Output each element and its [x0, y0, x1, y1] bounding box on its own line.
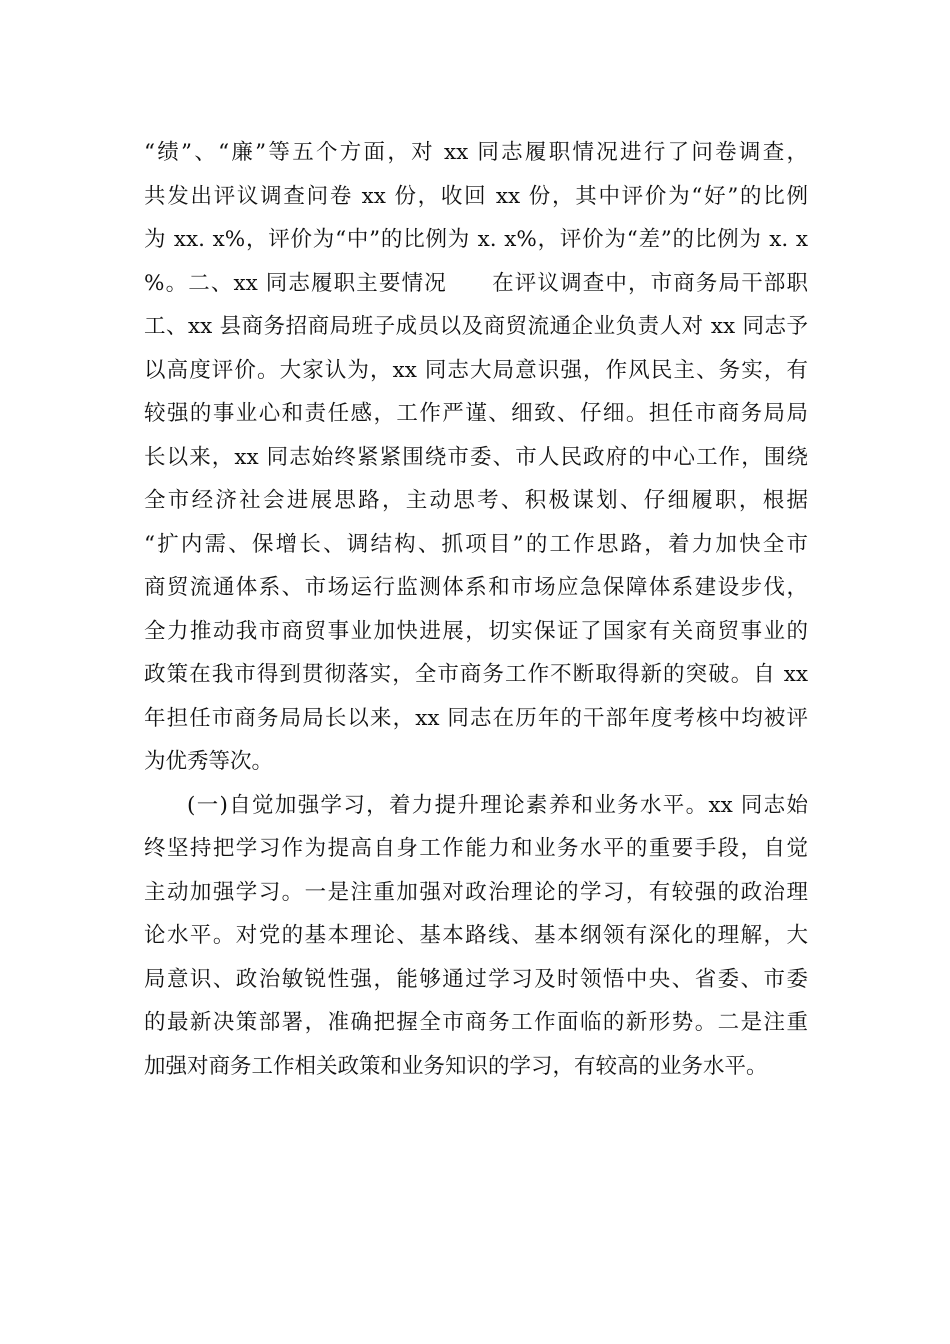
paragraph-2	[144, 784, 808, 1089]
text-line: 全市经济社会进展思路，主动思考、积极谋划、仔细履职，根据	[144, 488, 808, 513]
text-line: 局意识、政治敏锐性强，能够通过学习及时领悟中央、省委、市委	[144, 966, 808, 992]
text-line: 为 xx. x%，评价为“中”的比例为 x. x%，评价为“差”的比例为 x. x	[144, 227, 808, 252]
text-line: 全力推动我市商贸事业加快进展，切实保证了国家有关商贸事业的	[144, 618, 808, 644]
text-line: 政策在我市得到贯彻落实，全市商务工作不断取得新的突破。自 xx	[144, 662, 808, 687]
text-line: “扩内需、保增长、调结构、抓项目”的工作思路，着力加快全市	[144, 531, 808, 557]
text-line: 较强的事业心和责任感，工作严谨、细致、仔细。担任市商务局局	[144, 401, 808, 426]
text-line: 加强对商务工作相关政策和业务知识的学习，有较高的业务水平。	[144, 1053, 768, 1079]
text-line: 论水平。对党的基本理论、基本路线、基本纲领有深化的理解，大	[144, 923, 808, 948]
paragraph-1	[144, 131, 808, 784]
text-line: “绩”、“廉”等五个方面，对 xx 同志履职情况进行了问卷调查，	[144, 140, 808, 165]
text-line: 长以来，xx 同志始终紧紧围绕市委、市人民政府的中心工作，围绕	[144, 444, 808, 470]
text-line: 为优秀等次。	[144, 749, 274, 774]
document-body	[144, 131, 808, 1088]
text-line: 以高度评价。大家认为，xx 同志大局意识强，作风民主、务实，有	[144, 357, 808, 383]
text-line: 主动加强学习。一是注重加强对政治理论的学习，有较强的政治理	[144, 879, 808, 905]
text-line: %。二、xx 同志履职主要情况 在评议调查中，市商务局干部职	[144, 270, 808, 296]
text-line: 共发出评议调查问卷 xx 份，收回 xx 份，其中评价为“好”的比例	[144, 183, 808, 209]
text-line: (一)自觉加强学习，着力提升理论素养和业务水平。xx 同志始	[187, 792, 808, 818]
text-line: 商贸流通体系、市场运行监测体系和市场应急保障体系建设步伐，	[144, 575, 808, 600]
text-line: 的最新决策部署，准确把握全市商务工作面临的新形势。二是注重	[144, 1010, 808, 1035]
text-line: 年担任市商务局局长以来，xx 同志在历年的干部年度考核中均被评	[144, 705, 808, 731]
text-line: 终坚持把学习作为提高自身工作能力和业务水平的重要手段，自觉	[144, 836, 808, 861]
text-line: 工、xx 县商务招商局班子成员以及商贸流通企业负责人对 xx 同志予	[144, 314, 808, 339]
